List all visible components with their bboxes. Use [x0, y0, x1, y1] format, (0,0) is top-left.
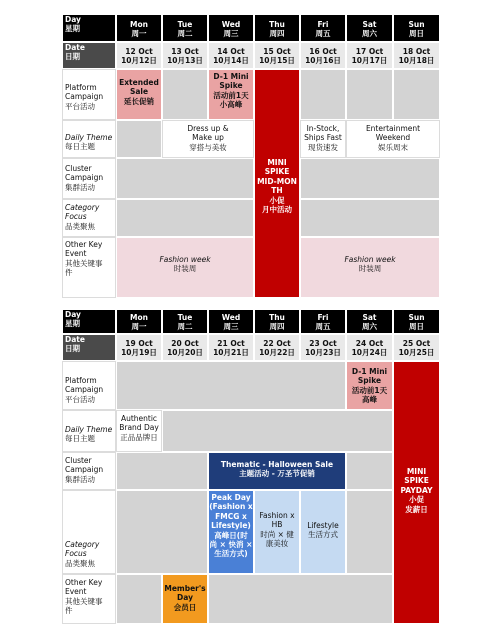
date-en: 23 Oct: [309, 339, 337, 348]
event-line: 康美妆: [265, 539, 289, 549]
date-cell: [393, 42, 440, 69]
day-cn: 周一: [131, 29, 147, 39]
event-line: Fashion x: [259, 511, 295, 520]
date-cell: [116, 334, 162, 361]
event-line: MINI: [267, 158, 287, 167]
day-cn: 周五: [315, 29, 331, 39]
date-cn: 10月13日: [167, 56, 203, 66]
label-line: Platform: [65, 376, 97, 385]
event-line: (Fashion x: [209, 502, 253, 512]
day-header-mon: [116, 14, 162, 42]
event-dress-up-make-up[interactable]: [162, 120, 254, 158]
day-cn: 周三: [223, 29, 239, 39]
event-line: 发薪日: [405, 504, 428, 514]
label-line: Daily Theme: [65, 133, 113, 142]
event-line: 月中活动: [262, 204, 292, 214]
label-line: Focus: [65, 549, 87, 559]
label-line: Category: [65, 540, 100, 549]
date-cn: 10月19日: [121, 348, 157, 358]
day-label-cn: 星期: [65, 24, 80, 34]
row-label-other-key-event: [62, 237, 116, 298]
event-line: Lifestyle): [211, 521, 251, 531]
label-line: Other Key: [65, 578, 103, 587]
date-cn: 10月15日: [259, 56, 295, 66]
event-line: D-1 Mini: [351, 367, 388, 376]
label-line: Campaign: [65, 465, 104, 475]
event-line: 活动前1天: [213, 90, 249, 100]
event-d1-mini-spike[interactable]: [208, 69, 254, 120]
label-line: 集群活动: [65, 182, 95, 192]
event-line: 尚 × 快消 ×: [209, 539, 253, 549]
event-line: MINI: [406, 467, 427, 476]
day-en: Wed: [221, 20, 241, 29]
label-line: 其他关键事: [65, 258, 103, 268]
event-line: 主题活动 - 万圣节促销: [239, 469, 315, 479]
event-thematic-halloween-sale[interactable]: [208, 452, 346, 490]
empty-cell: [116, 158, 254, 199]
date-en: 14 Oct: [217, 47, 245, 56]
label-line: 每日主题: [65, 142, 95, 152]
date-cell: [162, 42, 208, 69]
day-en: Tue: [177, 313, 193, 322]
date-en: 22 Oct: [263, 339, 291, 348]
date-cell: [208, 334, 254, 361]
day-en: Sun: [408, 313, 425, 322]
date-cell: [346, 42, 393, 69]
label-line: Campaign: [65, 92, 104, 102]
row-label-daily-theme: [62, 410, 116, 452]
event-line: 高峰: [362, 395, 377, 405]
event-line: 现货速发: [308, 142, 338, 152]
date-label-en: Date: [65, 43, 85, 52]
date-cell: [162, 334, 208, 361]
day-header-mon: [116, 309, 162, 334]
label-line: Platform: [65, 83, 97, 92]
event-fashion-week-1[interactable]: [116, 237, 254, 298]
date-label-cn: 日期: [65, 344, 80, 354]
event-authentic-brand-day[interactable]: [116, 410, 162, 452]
event-extended-sale[interactable]: [116, 69, 162, 120]
event-line: 时尚 × 健: [260, 529, 294, 539]
empty-cell: [346, 490, 393, 574]
day-en: Thu: [269, 20, 285, 29]
label-line: 平台活动: [65, 101, 95, 111]
day-header-fri: [300, 14, 346, 42]
event-line: Dress up &: [187, 124, 229, 133]
event-line: Member's: [164, 584, 206, 593]
label-line: Daily Theme: [65, 425, 113, 434]
day-cn: 周三: [223, 322, 239, 332]
day-en: Sat: [362, 20, 377, 29]
label-line: Event: [65, 587, 87, 597]
empty-cell: [346, 69, 393, 120]
event-peak-day[interactable]: [208, 490, 254, 574]
event-line: Extended: [119, 78, 159, 87]
label-line: Other Key: [65, 240, 103, 249]
date-cell: [346, 334, 393, 361]
event-d1-mini-spike[interactable]: [346, 361, 393, 410]
event-line: 生活方式: [308, 530, 338, 540]
day-header-thu: [254, 14, 300, 42]
empty-cell: [346, 452, 393, 490]
date-cn: 10月22日: [259, 348, 295, 358]
empty-cell: [116, 120, 162, 158]
date-label-en: Date: [65, 335, 85, 344]
day-en: Sun: [408, 20, 425, 29]
date-en: 21 Oct: [217, 339, 245, 348]
event-line: Spike: [219, 81, 243, 91]
day-en: Sat: [362, 313, 377, 322]
label-line: Cluster: [65, 456, 92, 465]
day-en: Mon: [130, 20, 148, 29]
date-cell: [300, 42, 346, 69]
date-cn: 10月21日: [213, 348, 249, 358]
date-en: 19 Oct: [125, 339, 153, 348]
day-label-en: Day: [65, 310, 81, 319]
row-label-category-focus: [62, 199, 116, 237]
day-cn: 周六: [362, 29, 377, 39]
row-label-platform-campaign: [62, 361, 116, 410]
event-line: 高峰日(时: [214, 530, 248, 540]
label-line: 件: [65, 268, 73, 278]
day-header-sun: [393, 309, 440, 334]
day-cn: 周日: [409, 322, 424, 332]
date-cell: [393, 334, 440, 361]
date-header-label: [62, 334, 116, 361]
label-line: 其他关键事: [65, 596, 103, 606]
label-line: 品类聚焦: [65, 221, 95, 231]
row-label-other-key-event: [62, 574, 116, 624]
event-line: Authentic: [120, 414, 158, 423]
row-label-category-focus: [62, 490, 116, 574]
empty-cell: [116, 452, 208, 490]
label-line: 每日主题: [65, 434, 95, 444]
day-header-thu: [254, 309, 300, 334]
date-cell: [300, 334, 346, 361]
date-en: 24 Oct: [355, 339, 384, 348]
row-label-platform-campaign: [62, 69, 116, 120]
date-cell: [254, 42, 300, 69]
date-cn: 10月23日: [305, 348, 341, 358]
event-line: 穿搭与美妆: [189, 142, 227, 152]
date-cell: [116, 42, 162, 69]
event-line: 小促: [409, 495, 424, 505]
event-mini-spike-payday[interactable]: [393, 361, 440, 624]
day-cn: 周五: [315, 322, 331, 332]
label-line: Cluster: [65, 164, 92, 173]
empty-cell: [300, 199, 440, 237]
event-in-stock-ships-fast[interactable]: [300, 120, 346, 158]
event-line: 小促: [269, 195, 285, 205]
date-en: 25 Oct: [402, 339, 431, 348]
day-header-fri: [300, 309, 346, 334]
date-en: 12 Oct: [125, 47, 153, 56]
date-cell: [208, 42, 254, 69]
empty-cell: [116, 361, 346, 410]
day-en: Mon: [130, 313, 148, 322]
empty-cell: [300, 69, 346, 120]
event-line: 小高峰: [219, 100, 243, 110]
empty-cell: [300, 158, 440, 199]
event-line: Sale: [129, 87, 149, 97]
empty-cell: [116, 490, 208, 574]
day-cn: 周二: [177, 322, 193, 332]
day-header-sat: [346, 14, 393, 42]
event-line: 延长促销: [124, 96, 154, 106]
date-cn: 10月14日: [213, 56, 249, 66]
event-line: Brand Day: [119, 423, 159, 433]
event-line: 时装周: [173, 264, 197, 274]
event-entertainment-weekend[interactable]: [346, 120, 440, 158]
label-line: 件: [65, 606, 73, 616]
day-header-sat: [346, 309, 393, 334]
event-line: Peak Day: [211, 493, 251, 502]
empty-cell: [116, 574, 162, 624]
date-cn: 10月20日: [167, 348, 203, 358]
day-label-en: Day: [65, 15, 81, 24]
date-en: 20 Oct: [171, 339, 199, 348]
event-fashion-x-hb[interactable]: [254, 490, 300, 574]
event-line: 活动前1天: [351, 385, 388, 395]
event-mini-spike-mid-month[interactable]: [254, 69, 300, 298]
event-line: Ships Fast: [304, 133, 342, 143]
event-line: PAYDAY: [400, 485, 433, 495]
event-line: Weekend: [375, 133, 411, 143]
day-en: Tue: [177, 20, 193, 29]
event-line: 娱乐周末: [378, 142, 408, 152]
empty-cell: [208, 574, 393, 624]
date-cn: 10月25日: [398, 348, 435, 358]
event-lifestyle[interactable]: [300, 490, 346, 574]
label-line: 集群活动: [65, 474, 95, 484]
row-label-daily-theme: [62, 120, 116, 158]
date-cn: 10月24日: [351, 348, 388, 358]
event-line: SPIKE: [404, 476, 429, 486]
day-en: Fri: [317, 20, 329, 29]
empty-cell: [393, 69, 440, 120]
empty-cell: [116, 199, 254, 237]
day-en: Fri: [317, 313, 329, 322]
label-line: 平台活动: [65, 394, 95, 404]
date-en: 15 Oct: [263, 47, 291, 56]
event-line: Make up: [192, 133, 224, 143]
event-line: Thematic - Halloween Sale: [220, 460, 334, 469]
label-line: Event: [65, 249, 87, 259]
day-en: Wed: [221, 313, 241, 322]
day-header-tue: [162, 14, 208, 42]
event-line: 正品品牌日: [120, 432, 158, 442]
row-label-cluster-campaign: [62, 158, 116, 199]
event-line: HB: [271, 520, 283, 530]
date-en: 13 Oct: [171, 47, 199, 56]
empty-cell: [162, 410, 393, 452]
day-header-wed: [208, 14, 254, 42]
event-line: SPIKE: [264, 167, 290, 177]
event-line: D-1 Mini: [213, 72, 249, 81]
day-header-sun: [393, 14, 440, 42]
label-line: Campaign: [65, 385, 104, 395]
label-line: Category: [65, 203, 100, 212]
day-header-tue: [162, 309, 208, 334]
event-line: 生活方式): [214, 549, 248, 559]
event-line: Day: [177, 593, 193, 603]
event-line: TH: [271, 186, 283, 196]
event-line: MID-MON: [257, 176, 297, 186]
event-line: 会员日: [173, 602, 197, 612]
event-fashion-week-2[interactable]: [300, 237, 440, 298]
date-cn: 10月12日: [121, 56, 157, 66]
day-cn: 周六: [362, 322, 377, 332]
date-en: 18 Oct: [402, 47, 431, 56]
day-cn: 周一: [131, 322, 147, 332]
date-en: 16 Oct: [309, 47, 337, 56]
date-cn: 10月18日: [398, 56, 435, 66]
label-line: Campaign: [65, 173, 104, 183]
date-label-cn: 日期: [65, 52, 80, 62]
event-line: In-Stock,: [306, 124, 340, 133]
date-cn: 10月17日: [351, 56, 388, 66]
empty-cell: [162, 69, 208, 120]
date-en: 17 Oct: [355, 47, 384, 56]
date-cell: [254, 334, 300, 361]
day-cn: 周四: [269, 322, 285, 332]
event-line: Spike: [357, 376, 382, 386]
event-line: Lifestyle: [307, 521, 339, 530]
day-cn: 周二: [177, 29, 193, 39]
date-cn: 10月16日: [305, 56, 341, 66]
label-line: 品类聚焦: [65, 558, 95, 568]
day-cn: 周日: [409, 29, 424, 39]
day-en: Thu: [269, 313, 285, 322]
event-members-day[interactable]: [162, 574, 208, 624]
event-line: 时装周: [358, 264, 382, 274]
date-header-label: [62, 42, 116, 69]
day-label-cn: 星期: [65, 319, 80, 329]
event-line: FMCG x: [215, 511, 247, 521]
day-header-wed: [208, 309, 254, 334]
label-line: Focus: [65, 212, 87, 222]
day-cn: 周四: [269, 29, 285, 39]
event-line: Fashion week: [344, 255, 396, 264]
row-label-cluster-campaign: [62, 452, 116, 490]
day-header-label: [62, 309, 116, 334]
day-header-label: [62, 14, 116, 42]
event-line: Entertainment: [365, 124, 421, 133]
event-line: Fashion week: [159, 255, 211, 264]
